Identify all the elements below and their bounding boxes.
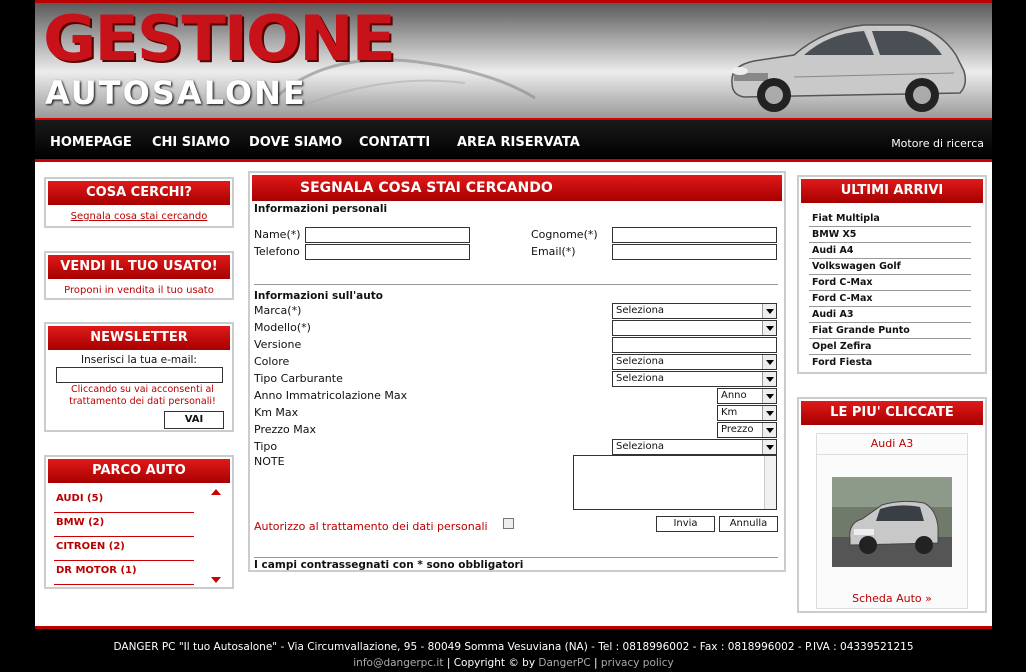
prezzo-select[interactable]: Prezzo bbox=[717, 422, 777, 438]
parco-title: PARCO AUTO bbox=[48, 459, 230, 483]
email-input[interactable] bbox=[612, 244, 777, 260]
annulla-button[interactable]: Annulla bbox=[719, 516, 778, 532]
arrivi-item[interactable]: Volkswagen Golf bbox=[809, 259, 971, 275]
textarea-scrollbar[interactable] bbox=[764, 456, 776, 509]
personal-header: Informazioni personali bbox=[254, 203, 388, 215]
form-box bbox=[248, 171, 786, 572]
newsletter-box bbox=[44, 322, 234, 432]
nav-dove-siamo[interactable]: DOVE SIAMO bbox=[249, 135, 343, 150]
email-label: Email(*) bbox=[531, 245, 576, 258]
parco-item-citroen[interactable]: CITROEN (2) bbox=[54, 537, 194, 561]
cliccate-box bbox=[797, 397, 987, 613]
parco-box bbox=[44, 455, 234, 589]
chevron-down-icon bbox=[762, 355, 776, 369]
chevron-down-icon bbox=[762, 321, 776, 335]
parco-item-bmw[interactable]: BMW (2) bbox=[54, 513, 194, 537]
note-textarea[interactable] bbox=[573, 455, 777, 510]
arrivi-box bbox=[797, 175, 987, 374]
nav-motore-ricerca[interactable]: Motore di ricerca bbox=[891, 137, 984, 150]
cerchi-title: COSA CERCHI? bbox=[48, 181, 230, 205]
required-note: I campi contrassegnati con * sono obbligatori bbox=[254, 559, 524, 571]
arrivi-title: ULTIMI ARRIVI bbox=[801, 179, 983, 203]
car-photo bbox=[832, 477, 952, 567]
vai-button[interactable]: VAI bbox=[164, 411, 224, 429]
cerchi-box bbox=[44, 177, 234, 228]
form-divider-bottom bbox=[254, 557, 778, 558]
segnala-link[interactable]: Segnala cosa stai cercando bbox=[70, 211, 208, 222]
arrivi-item[interactable]: Fiat Grande Punto bbox=[809, 323, 971, 339]
telefono-input[interactable] bbox=[305, 244, 470, 260]
note-label: NOTE bbox=[254, 455, 285, 468]
scroll-down-icon[interactable] bbox=[210, 575, 222, 585]
vendi-title: VENDI IL TUO USATO! bbox=[48, 255, 230, 279]
footer-email-link[interactable]: info@dangerpc.it bbox=[353, 657, 444, 669]
modello-select[interactable] bbox=[612, 320, 777, 336]
chevron-down-icon bbox=[762, 304, 776, 318]
name-input[interactable] bbox=[305, 227, 470, 243]
privacy-label: Autorizzo al trattamento dei dati personali bbox=[254, 520, 488, 533]
main-nav bbox=[35, 120, 992, 162]
newsletter-title: NEWSLETTER bbox=[48, 326, 230, 350]
form-divider bbox=[254, 284, 778, 285]
vendi-box bbox=[44, 251, 234, 300]
footer-links bbox=[35, 657, 992, 669]
colore-label: Colore bbox=[254, 355, 290, 368]
cognome-input[interactable] bbox=[612, 227, 777, 243]
chevron-down-icon bbox=[762, 406, 776, 420]
chevron-down-icon bbox=[762, 440, 776, 454]
telefono-label: Telefono bbox=[254, 245, 300, 258]
anno-select[interactable]: Anno bbox=[717, 388, 777, 404]
arrivi-item[interactable]: Audi A3 bbox=[809, 307, 971, 323]
arrivi-item[interactable]: Fiat Multipla bbox=[809, 211, 971, 227]
auto-header: Informazioni sull'auto bbox=[254, 290, 383, 302]
nav-contatti[interactable]: CONTATTI bbox=[359, 135, 431, 150]
privacy-checkbox[interactable] bbox=[503, 518, 514, 529]
arrivi-item[interactable]: Ford Fiesta bbox=[812, 357, 873, 368]
newsletter-email-input[interactable] bbox=[56, 367, 223, 383]
carburante-label: Tipo Carburante bbox=[254, 372, 343, 385]
versione-label: Versione bbox=[254, 338, 302, 351]
colore-select[interactable]: Seleziona bbox=[612, 354, 777, 370]
featured-car-card[interactable] bbox=[816, 433, 968, 609]
arrivi-item[interactable]: Audi A4 bbox=[809, 243, 971, 259]
invia-button[interactable]: Invia bbox=[656, 516, 715, 532]
scheda-auto-link[interactable]: Scheda Auto » bbox=[852, 592, 932, 605]
car-illustration bbox=[724, 11, 974, 120]
logo-gestione: GESTIONE bbox=[43, 2, 394, 75]
parco-item-audi[interactable]: AUDI (5) bbox=[54, 489, 194, 513]
nav-area-riservata[interactable]: AREA RISERVATA bbox=[457, 135, 580, 150]
footer-address: DANGER PC "Il tuo Autosalone" - Via Circumvallazione, 95 - 80049 Somma Vesuviana (NA) - Tel : 0818996002 - Fax : 0818996002 - P.IVA : 04339521215 bbox=[113, 641, 914, 653]
modello-label: Modello(*) bbox=[254, 321, 311, 334]
name-label: Name(*) bbox=[254, 228, 301, 241]
nav-chi-siamo[interactable]: CHI SIAMO bbox=[152, 135, 231, 150]
cognome-label: Cognome(*) bbox=[531, 228, 598, 241]
footer-copyright: | Copyright © by bbox=[446, 657, 536, 669]
logo-autosalone: AUTOSALONE bbox=[45, 74, 307, 112]
nav-homepage[interactable]: HOMEPAGE bbox=[50, 135, 132, 150]
form-title: SEGNALA COSA STAI CERCANDO bbox=[252, 175, 782, 201]
footer-brand-link[interactable]: DangerPC bbox=[538, 657, 591, 669]
newsletter-label: Inserisci la tua e-mail: bbox=[81, 354, 197, 366]
footer bbox=[35, 626, 992, 672]
footer-separator: | bbox=[594, 657, 598, 669]
newsletter-note: Cliccando su vai acconsenti al trattamento dei dati personali! bbox=[69, 384, 216, 407]
proponi-link[interactable]: Proponi in vendita il tuo usato bbox=[64, 285, 214, 296]
parco-item-dr-motor[interactable]: DR MOTOR (1) bbox=[54, 561, 194, 585]
carburante-select[interactable]: Seleziona bbox=[612, 371, 777, 387]
footer-privacy-link[interactable]: privacy policy bbox=[600, 657, 674, 669]
tipo-label: Tipo bbox=[254, 440, 278, 453]
featured-car-name: Audi A3 bbox=[870, 437, 914, 450]
scroll-up-icon[interactable] bbox=[210, 487, 222, 497]
versione-input[interactable] bbox=[612, 337, 777, 353]
arrivi-item[interactable]: Ford C-Max bbox=[809, 291, 971, 307]
km-select[interactable]: Km bbox=[717, 405, 777, 421]
chevron-down-icon bbox=[762, 389, 776, 403]
chevron-down-icon bbox=[762, 372, 776, 386]
prezzo-label: Prezzo Max bbox=[254, 423, 317, 436]
arrivi-item[interactable]: BMW X5 bbox=[809, 227, 971, 243]
cliccate-title: LE PIU' CLICCATE bbox=[801, 401, 983, 425]
arrivi-item[interactable]: Ford C-Max bbox=[809, 275, 971, 291]
chevron-down-icon bbox=[762, 423, 776, 437]
km-label: Km Max bbox=[254, 406, 299, 419]
header-banner bbox=[35, 0, 992, 120]
anno-label: Anno Immatricolazione Max bbox=[254, 389, 408, 402]
page bbox=[35, 0, 992, 672]
arrivi-item[interactable]: Opel Zefira bbox=[809, 339, 971, 355]
marca-select[interactable]: Seleziona bbox=[612, 303, 777, 319]
marca-label: Marca(*) bbox=[254, 304, 302, 317]
tipo-select[interactable]: Seleziona bbox=[612, 439, 777, 455]
